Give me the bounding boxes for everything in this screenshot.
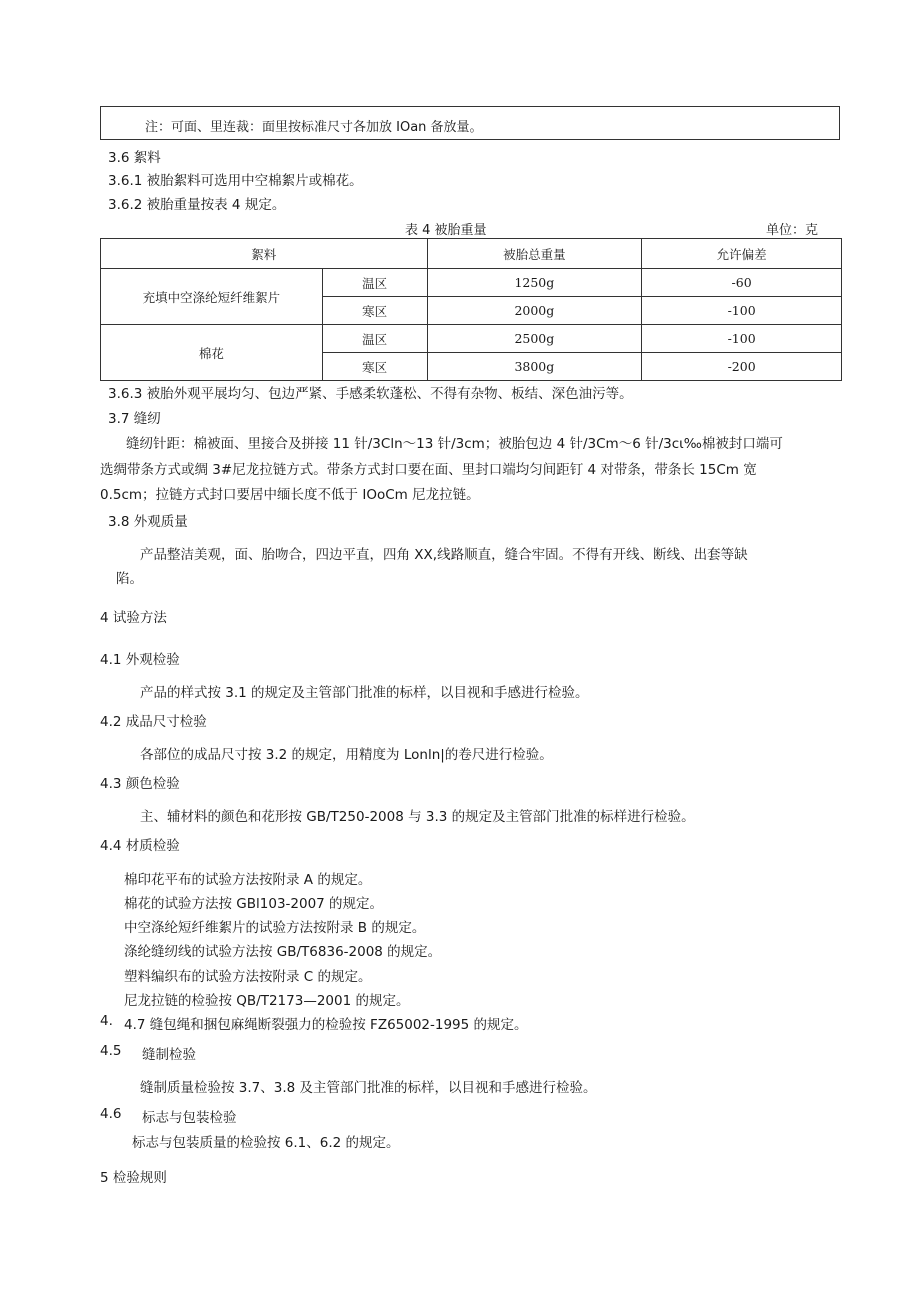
section-4-6-text: 标志与包装质量的检验按 6.1、6.2 的规定。 — [132, 1135, 400, 1151]
section-4-6-title: 标志与包装检验 — [142, 1110, 237, 1126]
section-3-7-line1: 缝纫针距：棉被面、里接合及拼接 11 针/3Cln～13 针/3cm；被胎包边 4 针/3Cm～6 针/3cι‰棉被封口端可 — [126, 436, 783, 452]
section-4-3-heading: 4.3 颜色检验 — [100, 776, 180, 792]
material-test-item: 涤纶缝纫线的试验方法按 GB/T6836-2008 的规定。 — [124, 944, 442, 960]
note-text: 注：可面、里连裁：面里按标准尺寸各加放 IOan 备放量。 — [145, 120, 483, 135]
material-test-item: 棉印花平布的试验方法按附录 A 的规定。 — [124, 872, 372, 888]
section-3-6-3: 3.6.3 被胎外观平展均匀、包边严紧、手感柔软蓬松、不得有杂物、板结、深色油污等。 — [108, 386, 633, 402]
material-test-item: 塑料编织布的试验方法按附录 C 的规定。 — [124, 969, 372, 985]
section-4-6-number: 4.6 — [100, 1106, 122, 1122]
section-4-4-7-text: 4.7 缝包绳和捆包麻绳断裂强力的检验按 FZ65002-1995 的规定。 — [124, 1017, 528, 1033]
material-cell: 充填中空涤纶短纤维絮片 — [101, 269, 323, 325]
table-row — [101, 269, 842, 297]
weight-cell: 2000g — [427, 297, 642, 325]
section-4-2-text: 各部位的成品尺寸按 3.2 的规定，用精度为 Lonln|的卷尺进行检验。 — [140, 747, 553, 763]
note-box — [100, 106, 840, 140]
zone-cell: 温区 — [322, 269, 427, 297]
weight-table — [100, 238, 842, 381]
table-header-row — [101, 239, 842, 269]
section-4-5-title: 缝制检验 — [142, 1047, 196, 1063]
section-3-7-line2: 选绸带条方式或绸 3#尼龙拉链方式。带条方式封口要在面、里封口端均匀间距钉 4 对带条，带条长 15Cm 宽 — [100, 462, 757, 478]
material-test-item: 中空涤纶短纤维絮片的试验方法按附录 B 的规定。 — [124, 920, 426, 936]
section-4-3-text: 主、辅材料的颜色和花形按 GB/T250-2008 与 3.3 的规定及主管部门批准的标样进行检验。 — [140, 809, 695, 825]
weight-cell: 2500g — [427, 325, 642, 353]
weight-cell: 1250g — [427, 269, 642, 297]
section-3-8-line1: 产品整洁美观，面、胎吻合，四边平直，四角 XX,线路顺直，缝合牢固。不得有开线、断线、出套等缺 — [140, 547, 748, 563]
section-3-7-heading: 3.7 缝纫 — [108, 411, 161, 427]
section-4-1-text: 产品的样式按 3.1 的规定及主管部门批准的标样，以目视和手感进行检验。 — [140, 685, 589, 701]
material-test-item: 棉花的试验方法按 GBl103-2007 的规定。 — [124, 896, 384, 912]
section-4-1-heading: 4.1 外观检验 — [100, 652, 180, 668]
section-3-8-heading: 3.8 外观质量 — [108, 514, 188, 530]
section-4-5-number: 4.5 — [100, 1043, 122, 1059]
section-3-6-2: 3.6.2 被胎重量按表 4 规定。 — [108, 197, 286, 213]
section-4-5-text: 缝制质量检验按 3.7、3.8 及主管部门批准的标样，以目视和手感进行检验。 — [140, 1080, 597, 1096]
section-5-heading: 5 检验规则 — [100, 1170, 167, 1186]
zone-cell: 寒区 — [322, 353, 427, 381]
table-row — [101, 325, 842, 353]
header-material: 絮料 — [101, 239, 428, 269]
section-4-4-7-number: 4. — [100, 1013, 113, 1029]
tolerance-cell: -100 — [642, 297, 842, 325]
tolerance-cell: -200 — [642, 353, 842, 381]
zone-cell: 温区 — [322, 325, 427, 353]
material-cell: 棉花 — [101, 325, 323, 381]
section-3-7-line3: 0.5cm；拉链方式封口要居中缅长度不低于 IOoCm 尼龙拉链。 — [100, 487, 480, 503]
section-4-heading: 4 试验方法 — [100, 610, 167, 626]
table-unit: 单位：克 — [766, 223, 819, 238]
section-4-4-heading: 4.4 材质检验 — [100, 838, 180, 854]
section-4-2-heading: 4.2 成品尺寸检验 — [100, 714, 207, 730]
table-caption: 表 4 被胎重量 — [405, 223, 487, 238]
section-3-6-heading: 3.6 絮料 — [108, 150, 161, 166]
tolerance-cell: -60 — [642, 269, 842, 297]
section-3-6-1: 3.6.1 被胎絮料可选用中空棉絮片或棉花。 — [108, 173, 363, 189]
zone-cell: 寒区 — [322, 297, 427, 325]
section-3-8-line2: 陷。 — [116, 571, 143, 587]
weight-cell: 3800g — [427, 353, 642, 381]
tolerance-cell: -100 — [642, 325, 842, 353]
material-test-item: 尼龙拉链的检验按 QB/T2173—2001 的规定。 — [124, 993, 410, 1009]
header-tolerance: 允许偏差 — [642, 239, 842, 269]
header-weight: 被胎总重量 — [427, 239, 642, 269]
